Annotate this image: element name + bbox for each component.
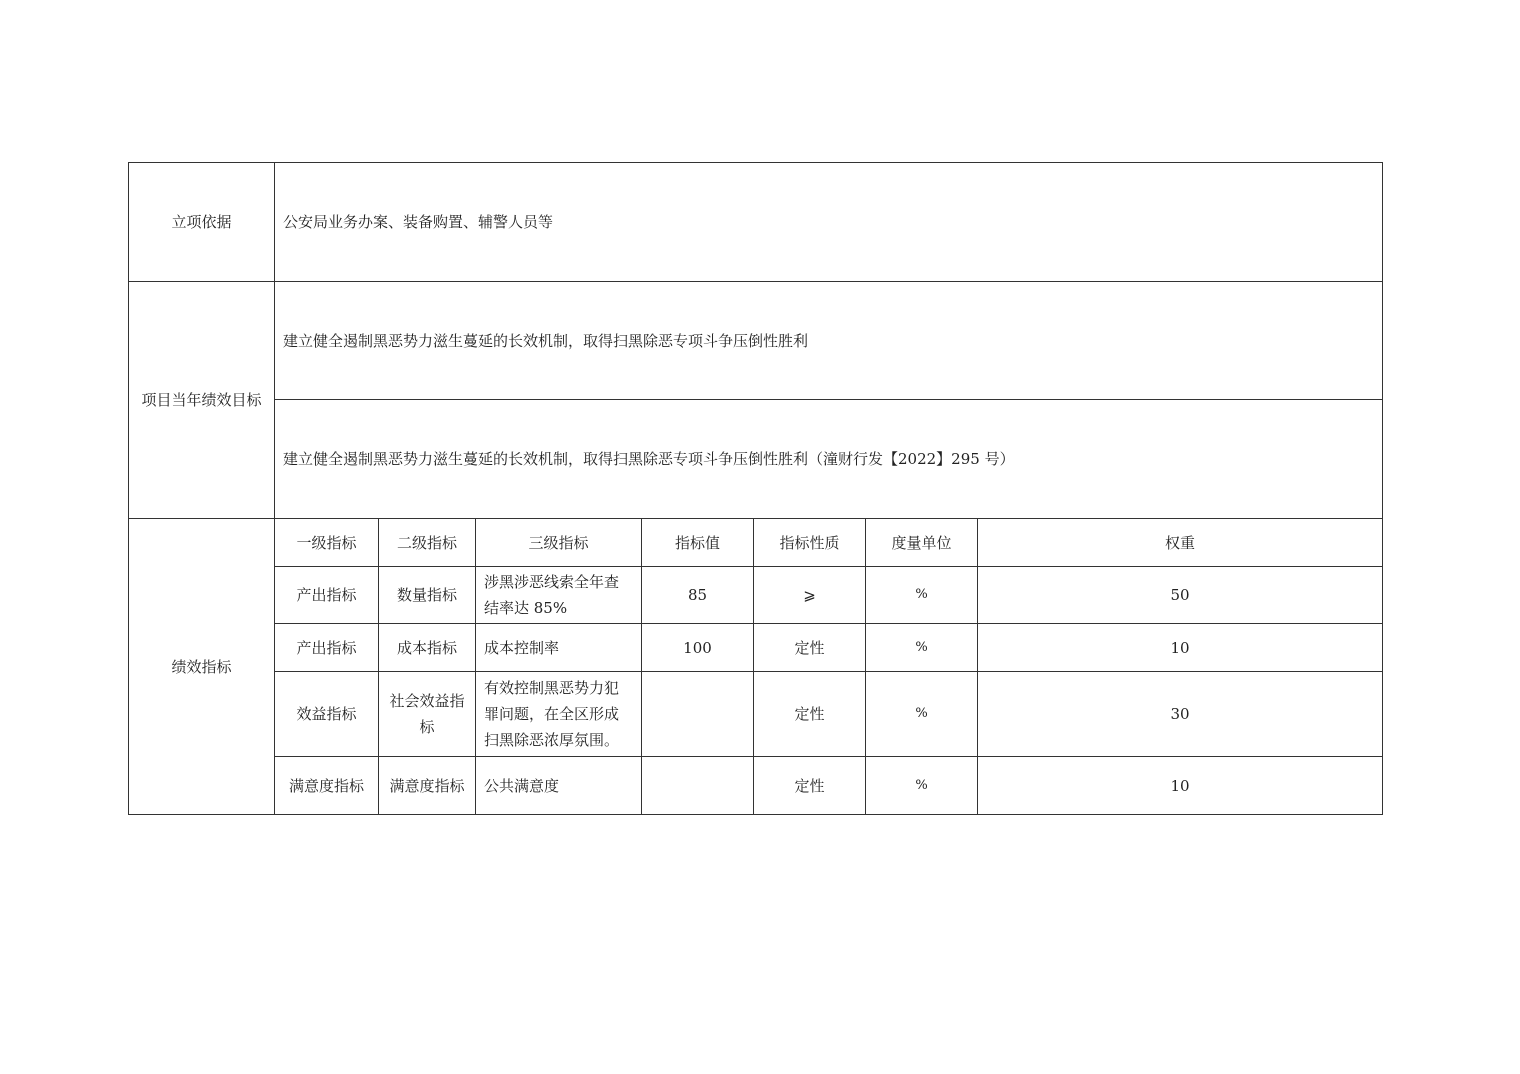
header-nature: 指标性质 (754, 519, 866, 567)
row-nature: 定性 (754, 672, 866, 757)
row-weight: 10 (978, 757, 1383, 815)
row-nature: ⩾ (754, 567, 866, 624)
row-nature: 定性 (754, 757, 866, 815)
basis-row (129, 163, 1383, 282)
header-value: 指标值 (642, 519, 754, 567)
table-row (129, 624, 1383, 672)
row-value: 85 (642, 567, 754, 624)
goal-line-2: 建立健全遏制黑恶势力滋生蔓延的长效机制，取得扫黑除恶专项斗争压倒性胜利（潼财行发【2022】295 号） (275, 400, 1383, 519)
header-unit: 度量单位 (866, 519, 978, 567)
row-level1: 效益指标 (275, 672, 379, 757)
header-weight: 权重 (978, 519, 1383, 567)
row-unit: % (866, 567, 978, 624)
row-level1: 满意度指标 (275, 757, 379, 815)
indicators-label: 绩效指标 (129, 519, 275, 815)
row-level2: 数量指标 (379, 567, 476, 624)
indicator-header-row (129, 519, 1383, 567)
row-weight: 30 (978, 672, 1383, 757)
row-level3: 涉黑涉恶线索全年查结率达 85% (476, 567, 642, 624)
row-level3: 成本控制率 (476, 624, 642, 672)
header-level3: 三级指标 (476, 519, 642, 567)
row-unit: % (866, 672, 978, 757)
goal-row-1 (129, 282, 1383, 400)
row-value (642, 672, 754, 757)
basis-label: 立项依据 (129, 163, 275, 282)
header-level2: 二级指标 (379, 519, 476, 567)
table-row (129, 757, 1383, 815)
performance-target-table (128, 162, 1383, 815)
header-level1: 一级指标 (275, 519, 379, 567)
row-value: 100 (642, 624, 754, 672)
row-nature: 定性 (754, 624, 866, 672)
row-level2: 社会效益指标 (379, 672, 476, 757)
table-row (129, 672, 1383, 757)
row-level2: 成本指标 (379, 624, 476, 672)
basis-value: 公安局业务办案、装备购置、辅警人员等 (275, 163, 1383, 282)
goal-row-2 (129, 400, 1383, 519)
row-level2: 满意度指标 (379, 757, 476, 815)
row-unit: % (866, 757, 978, 815)
row-level3: 公共满意度 (476, 757, 642, 815)
row-unit: % (866, 624, 978, 672)
goal-label: 项目当年绩效目标 (129, 282, 275, 519)
goal-line-1: 建立健全遏制黑恶势力滋生蔓延的长效机制，取得扫黑除恶专项斗争压倒性胜利 (275, 282, 1383, 400)
row-value (642, 757, 754, 815)
row-level3: 有效控制黑恶势力犯罪问题，在全区形成扫黑除恶浓厚氛围。 (476, 672, 642, 757)
row-weight: 10 (978, 624, 1383, 672)
row-weight: 50 (978, 567, 1383, 624)
row-level1: 产出指标 (275, 624, 379, 672)
table-row (129, 567, 1383, 624)
row-level1: 产出指标 (275, 567, 379, 624)
